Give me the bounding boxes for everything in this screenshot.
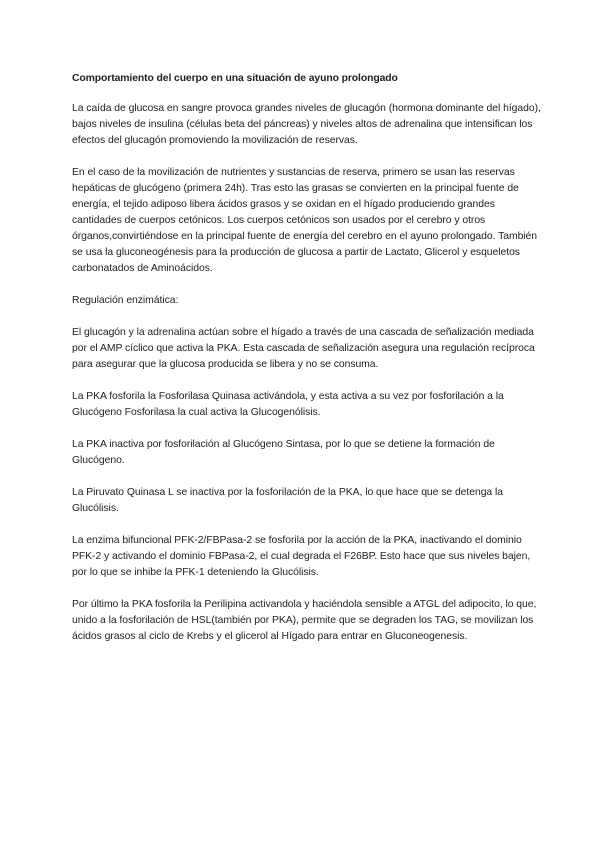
paragraph-pfk2-fbpase2: La enzima bifuncional PFK-2/FBPasa-2 se fosforila por la acción de la PKA, inactivando el dominio PFK-2 y activando el dominio FBPasa-2, el cual degrada el F26BP. Esto hace que sus niveles bajen, por lo que se inhibe la PFK-1 deteniendo la Glucólisis. [72,535,531,578]
paragraph-camp-cascade: El glucagón y la adrenalina actúan sobre el hígado a través de una cascada de señalización mediada por el AMP cíclico que activa la PKA. Esta cascada de señalización asegura una regulación recíproca para asegurar que la glucosa producida se libera y no se consuma. [72,327,535,370]
paragraph-pyruvate-kinase: La Piruvato Quinasa L se inactiva por la fosforilación de la PKA, lo que hace que se detenga la Glucólisis. [72,487,503,514]
paragraph-hormones: La caída de glucosa en sangre provoca grandes niveles de glucagón (hormona dominante del hígado), bajos niveles de insulina (células beta del páncreas) y niveles altos de adrenalina que intensifican los efectos del glucagón promoviendo la movilización de reservas. [72,103,541,146]
paragraph-mobilization: En el caso de la movilización de nutrientes y sustancias de reserva, primero se usan las reservas hepáticas de glucógeno (primera 24h). Tras esto las grasas se convierten en la principal fuente de energía, el tejido adiposo libera ácidos grasos y se oxidan en el hígado produciendo grandes cantidades de cuerpos cetónicos. Los cuerpos cetónicos son usados por el cerebro y otros órganos,convirtiéndose en la principal fuente de energía del cerebro en el ayuno prolongado. También se usa la gluconeogénesis para la producción de glucosa a partir de Lactato, Glicerol y esqueletos carbonatados de Aminoácidos. [72,167,538,274]
section-heading-enzymatic-regulation: Regulación enzimática: [72,295,179,306]
paragraph-phosphorylase-kinase: La PKA fosforila la Fosforilasa Quinasa activándola, y esta activa a su vez por fosforilación a la Glucógeno Fosforilasa la cual activa la Glucogenólisis. [72,391,504,418]
paragraph-perilipin: Por último la PKA fosforila la Perilipina activandola y haciéndola sensible a ATGL del adipocito, lo que, unido a la fosforilación de HSL(también por PKA), permite que se degraden los TAG, se movilizan los ácidos grasos al ciclo de Krebs y el glicerol al Hígado para entrar en Gluconeogenesis. [72,599,537,642]
document-title: Comportamiento del cuerpo en una situación de ayuno prolongado [72,73,398,84]
paragraph-glycogen-synthase: La PKA inactiva por fosforilación al Glucógeno Sintasa, por lo que se detiene la formación de Glucógeno. [72,439,495,466]
